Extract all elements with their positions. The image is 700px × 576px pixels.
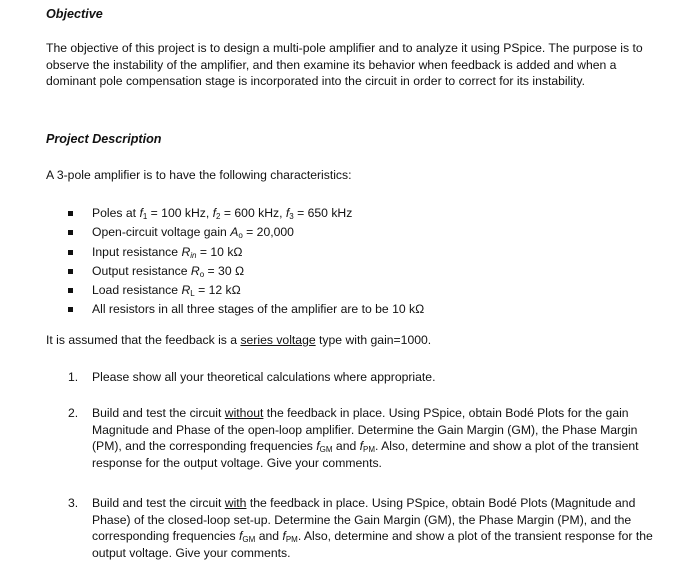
task-text: Build and test the circuit without the feedback in place. Using PSpice, obtain Bodé Plots for the gain Magnitude and Phase of the open-loop amplifier. Determine the Gain Margin (GM), the Phase Margin (PM), and the corresponding frequencies $f_{GM}$ and $f_{PM}$. Also, determine and show a plot of the transient response for the output voltage. Give your comments. xyxy=(92,406,639,470)
list-item: All resistors in all three stages of the amplifier are to be 10 kΩ xyxy=(68,300,424,319)
bullet-icon xyxy=(68,211,73,216)
list-item: Load resistance $R_L = 12$ kΩ xyxy=(68,281,424,300)
list-item: Poles at $f_1 = 100$ kHz, $f_2 = 600$ kHz, $f_3 = 650$ kHz xyxy=(68,204,424,223)
task-number: 1. xyxy=(68,370,79,384)
feedback-text: It is assumed that the feedback is a series voltage type with gain=1000. xyxy=(46,333,432,347)
list-item: Open-circuit voltage gain $A_o = 20,000$ xyxy=(68,223,424,242)
bullet-icon xyxy=(68,269,73,274)
intro-text: A 3-pole amplifier is to have the following characteristics: xyxy=(46,168,352,182)
task-number: 2. xyxy=(68,406,79,420)
characteristics-list xyxy=(68,204,424,320)
objective-text: The objective of this project is to design a multi-pole amplifier and to analyze it using PSpice. The purpose is to observe the instability of the amplifier, and then examine its behavior when feedback is added and when a dominant pole compensation stage is incorporated into the circuit in order to correct for its instability. xyxy=(46,41,643,88)
task-number: 3. xyxy=(68,496,79,510)
bullet-icon xyxy=(68,288,73,293)
task-2 xyxy=(68,405,668,471)
project-description-heading: Project Description xyxy=(46,132,162,146)
task-1 xyxy=(68,369,668,386)
task-text: Please show all your theoretical calculations where appropriate. xyxy=(92,370,436,384)
task-3 xyxy=(68,495,668,561)
list-item: Input resistance $R_{in} = 10$ kΩ xyxy=(68,243,424,262)
list-item: Output resistance $R_o = 30$ Ω xyxy=(68,262,424,281)
bullet-icon xyxy=(68,230,73,235)
bullet-icon xyxy=(68,307,73,312)
objective-heading: Objective xyxy=(46,7,103,21)
bullet-icon xyxy=(68,250,73,255)
task-text: Build and test the circuit with the feedback in place. Using PSpice, obtain Bodé Plots (Magnitude and Phase) of the closed-loop set-up. Determine the Gain Margin (GM), the Phase Margin (PM), and the corresponding frequencies $f_{GM}$ and $f_{PM}$. Also, determine and show a plot of the transient response for the output voltage. Give your comments. xyxy=(92,496,653,560)
